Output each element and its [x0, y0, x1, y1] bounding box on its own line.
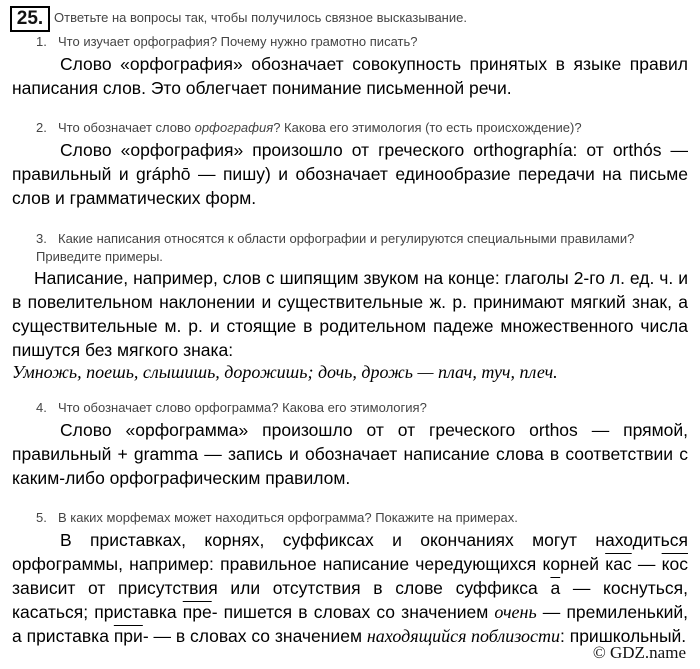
answer-text-g: - — в словах со значением [142, 626, 367, 646]
suffix-a: а [550, 578, 561, 598]
answer-text-b: — [631, 554, 662, 574]
question-number: 1. [36, 34, 47, 49]
root-kas: кас [605, 554, 632, 574]
question-1 [36, 34, 417, 49]
root-kos: кос [661, 554, 688, 574]
answer-text: Слово «орфография» произошло от греческого orthographía: от orthós — правильный и gráphō — пишу) и обозначает единообразие передачи на письме слов и грамматических форм. [12, 140, 688, 208]
prefix-pre: пре [182, 602, 212, 622]
answer-1 [12, 52, 688, 100]
prefix-pri: при [113, 626, 143, 646]
question-text: В каких морфемах может находиться орфограмма? Покажите на примерах. [58, 510, 518, 525]
question-2 [36, 120, 582, 135]
question-text: Что изучает орфография? Почему нужно грамотно писать? [58, 34, 418, 49]
question-5 [36, 510, 518, 525]
question-text-b: ? Какова его этимология (то есть происхождение)? [273, 120, 582, 135]
answer-text: Слово «орфография» обозначает совокупность принятых в языке правил написания слов. Это облегчает понимание письменной речи. [12, 54, 688, 98]
question-number: 3. [36, 231, 47, 246]
exercise-number: 25. [10, 6, 50, 32]
answer-text-h: : пришкольный. [560, 626, 687, 646]
answer-4 [12, 418, 688, 490]
answer-text: Слово «орфограмма» произошло от от греческого orthos — прямой, правильный + gramma — запись и обозначает написание слова в соответствии с каким-либо орфографическим правилом. [12, 420, 688, 488]
answer-2 [12, 138, 688, 210]
watermark-footer: © GDZ.name [592, 643, 686, 662]
answer-text: Написание, например, слов с шипящим звуком на конце: глаголы 2-го л. ед. ч. и в повелительном наклонении и существительные ж. р. принимают мягкий знак, а существительные м. р. и стоящие в родительном падеже множественного числа пишутся без мягкого знака: [12, 268, 688, 360]
answer-3-examples: Умножь, поешь, слышишь, дорожишь; дочь, дрожь — плач, туч, плеч. [12, 362, 558, 382]
question-4 [36, 400, 427, 415]
question-number: 5. [36, 510, 47, 525]
answer-text-e: - пишется в словах со значением [211, 602, 495, 622]
answer-text-a: В приставках, корнях, суффиксах и окончаниях могут находиться орфограммы, например: правильное написание чередующихся корней [12, 530, 688, 574]
answer-3 [12, 266, 688, 362]
exercise-intro: Ответьте на вопросы так, чтобы получилось связное высказывание. [54, 10, 467, 25]
question-3 [36, 230, 686, 266]
answer-5 [12, 528, 688, 648]
question-text-a: Что обозначает слово [58, 120, 195, 135]
question-number: 4. [36, 400, 47, 415]
answer-text-f: — премиленький, а приставка [12, 602, 688, 646]
answer-text-d: — коснуться, касаться; приставка [12, 578, 688, 622]
question-text: Какие написания относятся к области орфографии и регулируются специальными правилами? Приведите примеры. [36, 231, 635, 264]
meaning-nearby: находящийся поблизости [366, 626, 560, 646]
meaning-very: очень [494, 602, 537, 622]
question-text: Что обозначает слово орфограмма? Какова его этимология? [58, 400, 427, 415]
answer-text-c: зависит от присутствия или отсутствия в слове суффикса [12, 578, 551, 598]
exercise-header [10, 6, 690, 32]
question-number: 2. [36, 120, 47, 135]
question-term: орфография [194, 120, 274, 135]
